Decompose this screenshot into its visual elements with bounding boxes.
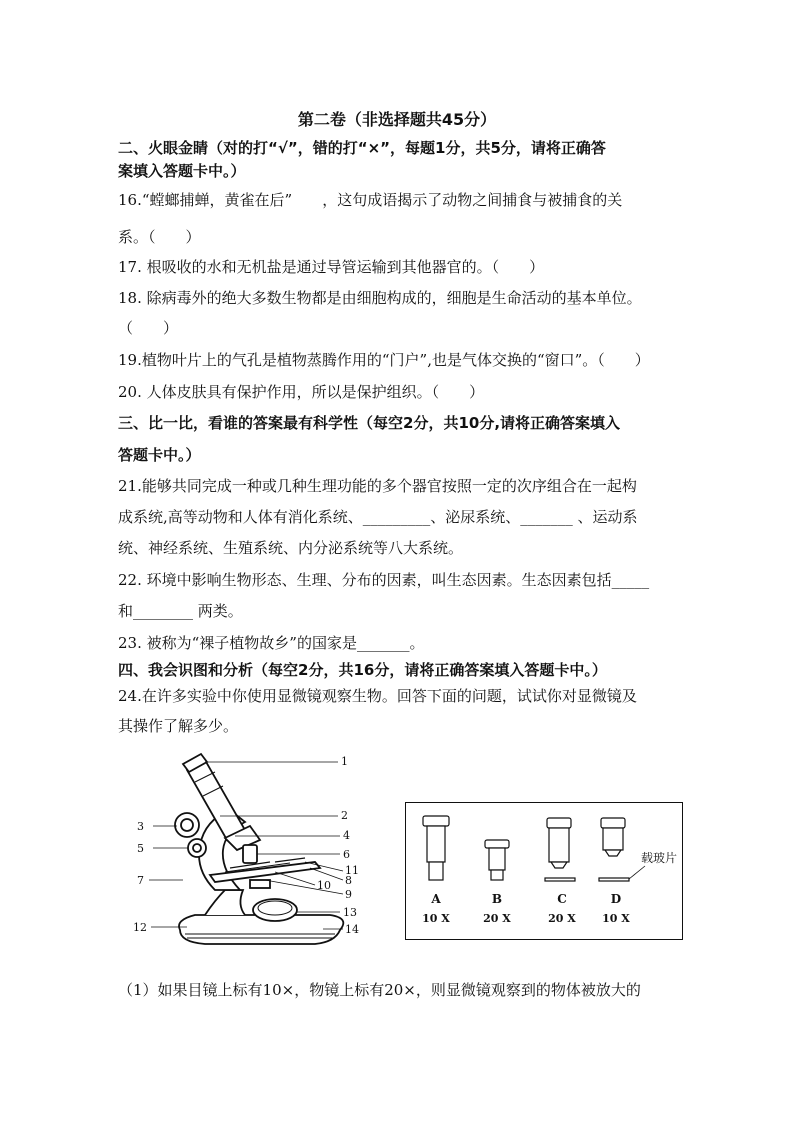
question-21-line3: 统、神经系统、生殖系统、内分泌系统等八大系统。 [118, 539, 464, 557]
question-24-line2: 其操作了解多少。 [118, 717, 239, 735]
label-9: 9 [345, 888, 352, 901]
question-19: 19.植物叶片上的气孔是植物蒸腾作用的“门户”,也是气体交换的“窗口”。（ ） [118, 351, 650, 369]
label-13: 13 [343, 906, 357, 919]
section4-heading: 四、我会识图和分析（每空2分，共16分，请将正确答案填入答题卡中。） [118, 661, 607, 679]
label-10: 10 [317, 879, 331, 892]
microscope-diagram [125, 750, 400, 955]
lens-b-letter: B [491, 892, 503, 906]
section3-heading-line2: 答题卡中。） [118, 446, 201, 464]
lens-d-letter: D [610, 892, 622, 906]
label-12: 12 [133, 921, 147, 934]
question-18-line1: 18. 除病毒外的绝大多数生物都是由细胞构成的，细胞是生命活动的基本单位。 [118, 289, 642, 307]
lens-d-mag: 10 X [602, 912, 630, 925]
label-11: 11 [345, 864, 359, 877]
lens-a-letter: A [431, 892, 441, 906]
question-17: 17. 根吸收的水和无机盐是通过导管运输到其他器官的。（ ） [118, 258, 545, 276]
question-22-line1: 22. 环境中影响生物形态、生理、分布的因素，叫生态因素。生态因素包括_____ [118, 571, 650, 589]
question-21-line2: 成系统,高等动物和人体有消化系统、_________、泌尿系统、_______ 、运动系 [118, 508, 638, 526]
label-5: 5 [137, 842, 144, 855]
question-24-line1: 24.在许多实验中你使用显微镜观察生物。回答下面的问题，试试你对显微镜及 [118, 687, 637, 705]
question-18-line2: （ ） [118, 319, 179, 337]
lens-c-mag: 20 X [548, 912, 576, 925]
section2-heading-line2: 案填入答题卡中。） [118, 162, 246, 180]
section3-heading-line1: 三、比一比，看谁的答案最有科学性（每空2分，共10分,请将正确答案填入 [118, 414, 621, 432]
label-14: 14 [345, 923, 359, 936]
label-2: 2 [341, 809, 348, 822]
question-21-line1: 21.能够共同完成一种或几种生理功能的多个器官按照一定的次序组合在一起构 [118, 477, 637, 495]
label-6: 6 [343, 848, 350, 861]
question-16-line1: 16.“螳螂捕蝉，黄雀在后” ，这句成语揭示了动物之间捕食与被捕食的关 [118, 191, 623, 209]
label-7: 7 [137, 874, 144, 887]
label-1: 1 [341, 755, 348, 768]
lens-b-mag: 20 X [483, 912, 511, 925]
lens-c-letter: C [557, 892, 567, 906]
lenses-diagram [405, 802, 685, 942]
label-8: 8 [345, 874, 352, 887]
label-3: 3 [137, 820, 144, 833]
question-22-line2: 和________ 两类。 [118, 602, 243, 620]
question-23: 23. 被称为“裸子植物故乡”的国家是_______。 [118, 634, 425, 652]
slide-label: 载玻片 [641, 851, 678, 865]
subquestion-1: （1）如果目镜上标有10×，物镜上标有20×，则显微镜观察到的物体被放大的 [118, 981, 641, 999]
label-4: 4 [343, 829, 350, 842]
lens-a-mag: 10 X [422, 912, 450, 925]
page-title: 第二卷（非选择题共45分） [297, 110, 497, 129]
section2-heading-line1: 二、火眼金睛（对的打“√”，错的打“×”，每题1分，共5分，请将正确答 [118, 139, 606, 157]
question-20: 20. 人体皮肤具有保护作用，所以是保护组织。（ ） [118, 383, 485, 401]
question-16-line2: 系。（ ） [118, 228, 201, 246]
